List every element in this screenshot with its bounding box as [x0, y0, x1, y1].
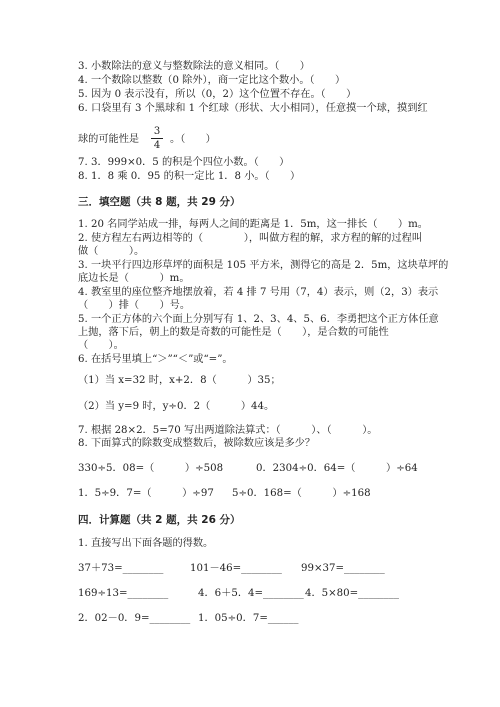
- judge-q6-line2-pre: 球的可能性是: [78, 134, 140, 145]
- calc-r2c3: 4．5×80=________: [305, 588, 399, 599]
- fill-q2-line2: 做（ ）。: [78, 246, 145, 257]
- probability-fraction: [151, 126, 163, 151]
- fill-q4-line1: 4. 教室里的座位整齐地摆放着，若 4 排 7 号用（7，4）表示，则（2，3）表示: [78, 287, 439, 298]
- fraction-numerator: 3: [153, 126, 161, 137]
- judge-q8: 8. 1．8 乘 0．95 的积一定比 1．8 小。（ ）: [78, 171, 301, 182]
- judge-q5: 5. 因为 0 表示没有，所以（0，2）这个位置不存在。（ ）: [78, 89, 357, 100]
- fill-q6-part1: （1）当 x=32 时，x+2．8（ ）35；: [78, 375, 281, 386]
- fill-q8: 8. 下面算式的除数变成整数后，被除数应该是多少？: [78, 438, 316, 449]
- section4-title: 四．计算题（共 2 题，共 26 分）: [78, 514, 241, 526]
- fraction-denominator: 4: [153, 140, 161, 151]
- fill-q2-line1: 2. 使方程左右两边相等的（ ），叫做方程的解，求方程的解的过程叫: [78, 233, 423, 244]
- calc-q1: 1. 直接写出下面各题的得数。: [78, 538, 214, 549]
- judge-q4: 4. 一个数除以整数（0 除外），商一定比这个数小。（ ）: [78, 75, 346, 86]
- fill-q8-r1c2: 0．2304÷0．64=（ ）÷64: [256, 463, 418, 474]
- fill-q8-r1c1: 330÷5．08=（ ）÷508: [78, 463, 224, 474]
- calc-r1c2: 101－46=________: [190, 563, 282, 574]
- calc-r3c1: 2．02－0．9=________: [78, 613, 191, 624]
- fill-q8-r2c1: 1．5÷9．7=（ ）÷97: [78, 488, 214, 499]
- judge-q6-line2-post: 。（ ）: [170, 134, 216, 145]
- fraction-bar: [151, 138, 163, 139]
- judge-q6-line1: 6. 口袋里有 3 个黑球和 1 个红球（形状、大小相同），任意摸一个球，摸到红: [78, 103, 428, 114]
- fill-q4-line2: （ ）排（ ）号。: [78, 300, 191, 311]
- judge-q3: 3. 小数除法的意义与整数除法的意义相同。（ ）: [78, 61, 310, 72]
- fill-q5-line3: （ ）。: [78, 340, 124, 351]
- calc-r1c1: 37＋73=________: [78, 563, 164, 574]
- calc-r2c1: 169÷13=________: [78, 588, 169, 599]
- calc-r1c3: 99×37=________: [301, 563, 385, 574]
- fill-q8-r2c2: 5÷0．168=（ ）÷168: [232, 488, 371, 499]
- fill-q3-line1: 3. 一块平行四边形草坪的面积是 105 平方米，测得它的高是 2．5m，这块草坪的: [78, 260, 449, 271]
- fill-q7: 7. 根据 28×2．5=70 写出两道除法算式：（ ）、（ ）。: [78, 425, 378, 436]
- judge-q7: 7. 3．999×0．5 的积是个四位小数。（ ）: [78, 157, 290, 168]
- fill-q1: 1. 20 名同学站成一排，每两人之间的距离是 1．5m，这一排长（ ）m。: [78, 219, 428, 230]
- fill-q5-line1: 5. 一个正方体的六个面上分别写有 1、2、3、4、5、6．李勇把这个正方体任意: [78, 314, 439, 325]
- section3-title: 三．填空题（共 8 题，共 29 分）: [78, 196, 241, 208]
- fill-q6-part2: （2）当 y=9 时，y÷0．2（ ）44。: [78, 401, 275, 412]
- calc-r3c2: 1．05÷0．7=______: [198, 613, 299, 624]
- fill-q6: 6. 在括号里填上“＞”“＜”或“=”。: [78, 354, 233, 365]
- calc-r2c2: 4．6＋5．4=________: [198, 588, 304, 599]
- fill-q3-line2: 底边长是（ ）m。: [78, 273, 190, 284]
- fill-q5-line2: 上抛，落下后，朝上的数是奇数的可能性是（ ），是合数的可能性: [78, 327, 389, 338]
